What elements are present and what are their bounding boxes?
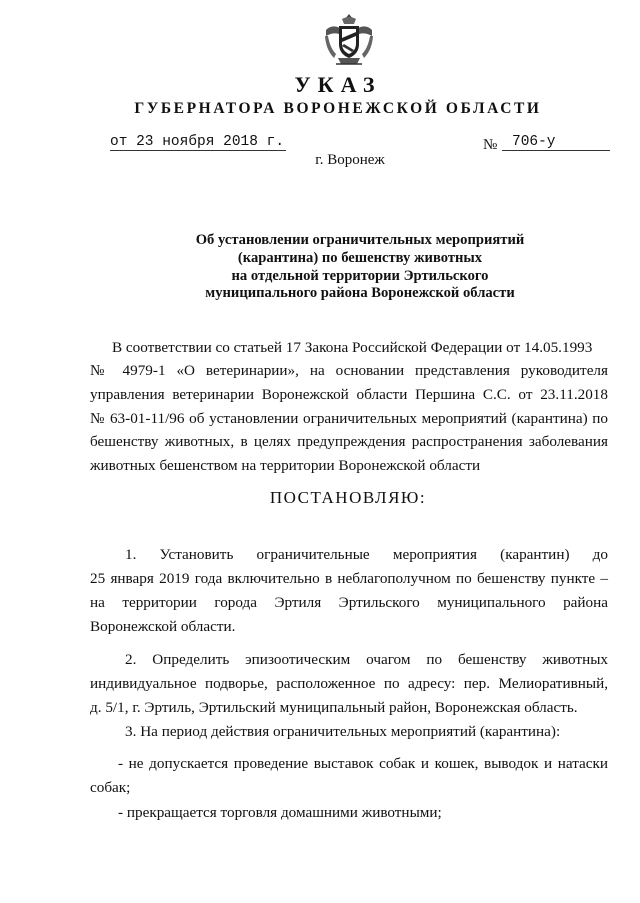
item-1-line: 1. Установить ограничительные мероприятия (карантин) до [125, 546, 608, 563]
item-2-line: д. 5/1, г. Эртиль, Эртильский муниципальный район, Воронежская область. [90, 699, 578, 716]
coat-of-arms-icon [322, 12, 376, 68]
item-1-line: на территории города Эртиля Эртильского муниципального района [90, 594, 608, 611]
document-city: г. Воронеж [315, 152, 385, 168]
item-1-line: Воронежской области. [90, 618, 236, 635]
decree-word: ПОСТАНОВЛЯЮ: [269, 488, 427, 507]
subject-line: Об установлении ограничительных мероприятий [195, 232, 525, 248]
item-1-line: 25 января 2019 года включительно в неблагополучном по бешенству пункте – [90, 570, 608, 587]
preamble-line: № 63-01-11/96 об установлении ограничительных мероприятий (карантина) по [90, 410, 608, 427]
item-3-line: - прекращается торговля домашними животными; [118, 804, 442, 821]
document-date: от 23 ноября 2018 г. [110, 134, 285, 150]
subject-line: (карантина) по бешенству животных [237, 249, 483, 266]
subject-line: муниципального района Воронежской области [205, 285, 515, 302]
number-label: № [483, 137, 498, 153]
document-title: УКАЗ [294, 72, 382, 97]
document-subject [160, 232, 560, 303]
item-3-line: - не допускается проведение выставок собак и кошек, выводок и натаски [118, 755, 608, 772]
preamble-line: № 4979-1 «О ветеринарии», на основании представления руководителя [90, 362, 608, 379]
preamble-line: животных бешенством на территории Воронежской области [90, 457, 481, 474]
preamble-line: управления ветеринарии Воронежской области Першина С.С. от 23.11.2018 [90, 386, 608, 403]
item-3-line: 3. На период действия ограничительных мероприятий (карантина): [125, 723, 561, 740]
item-3-line: собак; [90, 779, 131, 796]
document-number: 706-у [502, 134, 610, 151]
preamble-line: В соответствии со статьей 17 Закона Российской Федерации от 14.05.1993 [112, 339, 593, 356]
item-2-line: 2. Определить эпизоотическим очагом по бешенству животных [125, 651, 608, 668]
subject-line: на отдельной территории Эртильского [231, 267, 489, 284]
preamble-line: бешенству животных, в целях предупреждения распространения заболевания [90, 433, 608, 450]
item-2-line: индивидуальное подворье, расположенное по адресу: пер. Мелиоративный, [90, 675, 608, 692]
document-subtitle: ГУБЕРНАТОРА ВОРОНЕЖСКОЙ ОБЛАСТИ [134, 100, 542, 117]
